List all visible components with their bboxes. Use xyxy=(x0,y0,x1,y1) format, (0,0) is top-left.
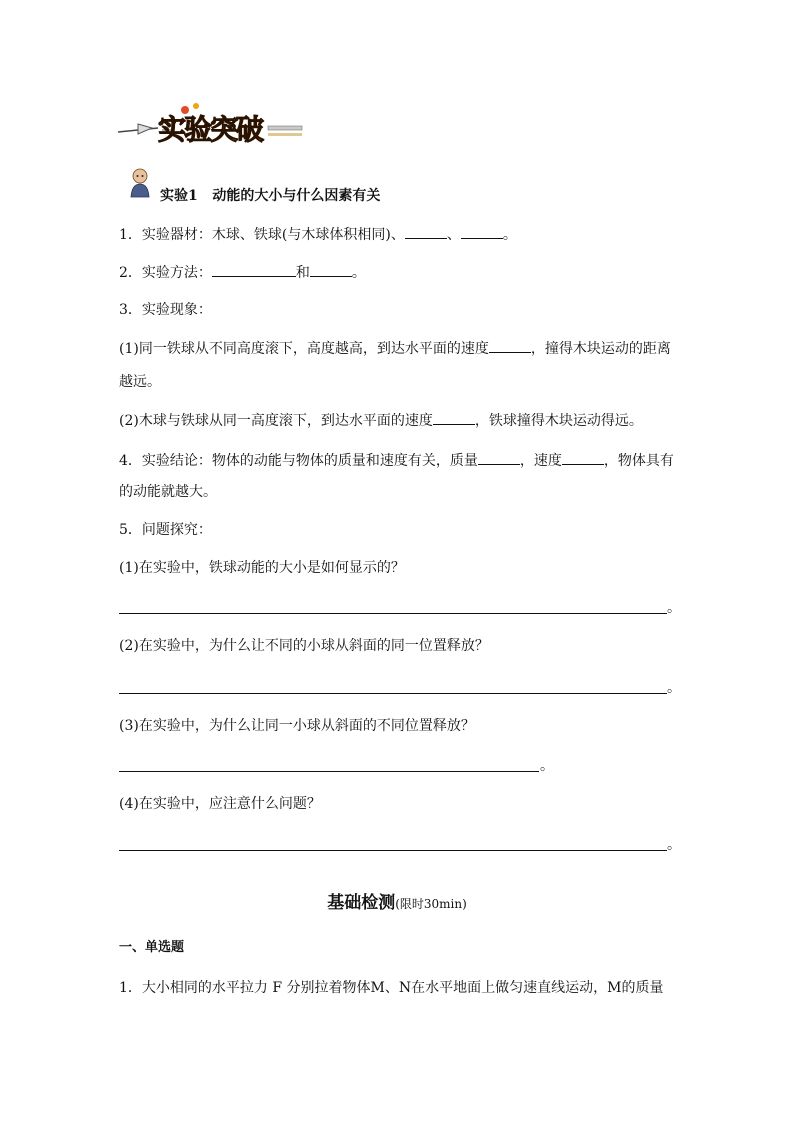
question-item-1: 1．大小相同的水平拉力 F 分别拉着物体M、N在水平地面上做匀速直线运动，M的质量 xyxy=(119,980,664,996)
experiment-number: 实验1 xyxy=(160,188,198,204)
and-text: 和 xyxy=(295,265,310,281)
answer-3-period: 。 xyxy=(540,758,554,774)
item-5-inquiry: 5．问题探究： xyxy=(119,522,212,538)
banner-title-part2: 突破 xyxy=(210,113,263,146)
separator: 、 xyxy=(446,227,461,243)
period: 。 xyxy=(351,265,366,281)
blank-2b[interactable] xyxy=(310,262,352,277)
section-title-main: 基础检测 xyxy=(327,893,396,913)
part-heading: 一、单选题 xyxy=(119,940,185,955)
phenomenon-1-text-b: ，撞得木块运动的距离 xyxy=(530,341,671,357)
experiment-heading xyxy=(160,186,380,206)
item-2-text: 2．实验方法： xyxy=(119,265,212,281)
blank-4a[interactable] xyxy=(478,450,520,465)
question-4: (4)在实验中，应注意什么问题？ xyxy=(119,796,321,812)
item-1-equipment xyxy=(119,224,517,245)
section-title-sub: (限时30min) xyxy=(395,897,467,911)
banner-title-part1: 实验 xyxy=(158,113,211,146)
blank-1a[interactable] xyxy=(405,224,447,239)
phenomenon-1-cont: 越远。 xyxy=(119,374,161,390)
answer-1-period: 。 xyxy=(667,600,681,616)
question-3: (3)在实验中，为什么让同一小球从斜面的不同位置释放？ xyxy=(119,718,475,734)
phenomenon-2 xyxy=(119,410,643,431)
answer-line-1[interactable] xyxy=(119,613,667,614)
period: 。 xyxy=(502,227,517,243)
answer-line-2[interactable] xyxy=(119,693,667,694)
question-2: (2)在实验中，为什么让不同的小球从斜面的同一位置释放？ xyxy=(119,638,489,654)
answer-line-4[interactable] xyxy=(119,850,667,851)
answer-4-period: 。 xyxy=(667,837,681,853)
phenomenon-2-text-b: ，铁球撞得木块运动得远。 xyxy=(474,413,643,429)
blank-p2[interactable] xyxy=(433,410,475,425)
item-3-phenomenon: 3．实验现象： xyxy=(119,302,212,318)
section-title xyxy=(0,888,794,913)
blank-4b[interactable] xyxy=(562,450,604,465)
blank-1b[interactable] xyxy=(461,224,503,239)
phenomenon-1 xyxy=(119,338,671,359)
item-4-conclusion xyxy=(119,450,674,471)
item-4-text-c: ，物体具有 xyxy=(603,453,674,469)
answer-2-period: 。 xyxy=(667,680,681,696)
item-2-method xyxy=(119,262,366,283)
teacher-avatar-icon xyxy=(128,168,152,198)
item-4-cont: 的动能就越大。 xyxy=(119,484,217,500)
banner-logo xyxy=(118,100,308,148)
answer-line-3[interactable] xyxy=(119,771,539,772)
item-4-text-b: ，速度 xyxy=(519,453,562,469)
item-1-text: 1．实验器材：木球、铁球(与木球体积相同)、 xyxy=(119,227,405,243)
item-4-text-a: 4．实验结论：物体的动能与物体的质量和速度有关，质量 xyxy=(119,453,478,469)
phenomenon-2-text-a: (2)木球与铁球从同一高度滚下，到达水平面的速度 xyxy=(119,413,433,429)
question-1: (1)在实验中，铁球动能的大小是如何显示的？ xyxy=(119,560,405,576)
phenomenon-1-text-a: (1)同一铁球从不同高度滚下，高度越高，到达水平面的速度 xyxy=(119,341,489,357)
blank-2a[interactable] xyxy=(212,262,296,277)
blank-p1[interactable] xyxy=(489,338,531,353)
experiment-title: 动能的大小与什么因素有关 xyxy=(212,188,381,204)
